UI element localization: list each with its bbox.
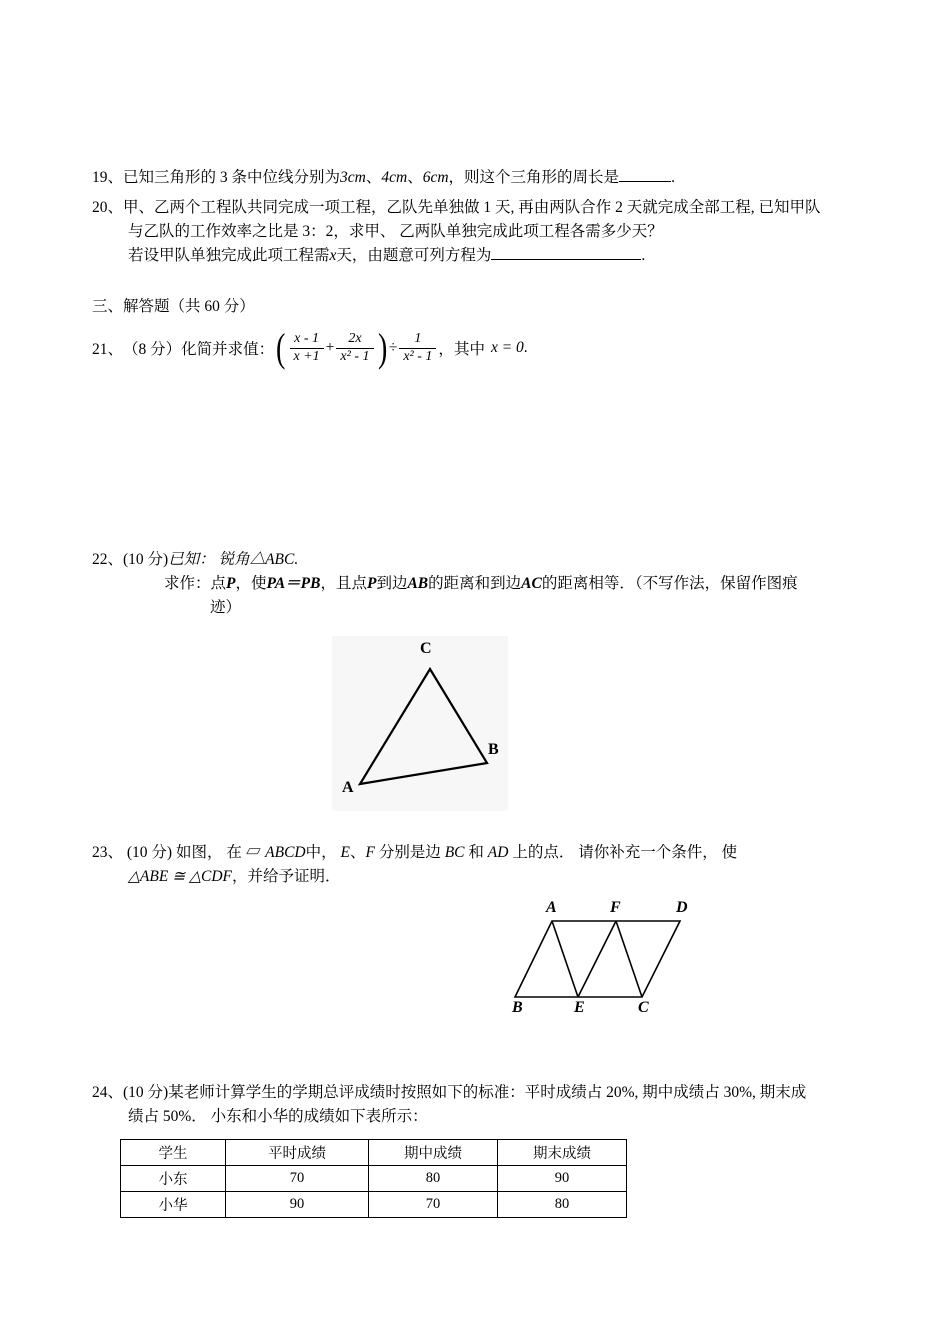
q23-tri-cdf: △CDF xyxy=(189,868,232,886)
answer-space-21c xyxy=(92,486,862,548)
cell-midterm-score: 70 xyxy=(369,1192,498,1218)
q19-sep-1: 、 xyxy=(365,169,382,186)
label-c: C xyxy=(638,999,649,1017)
q22-segment-ac: AC xyxy=(521,575,542,593)
q23-point-e: E xyxy=(340,844,350,862)
q22-number: 22、 xyxy=(92,551,124,569)
q19-value-3: 6cm xyxy=(422,169,449,186)
header-student: 学生 xyxy=(121,1140,226,1166)
q20-line-3 xyxy=(128,244,862,268)
q21-number: 21、 xyxy=(92,341,124,359)
cell-student-name: 小东 xyxy=(121,1166,226,1192)
header-midterm-score: 期中成绩 xyxy=(369,1140,498,1166)
q19-period: . xyxy=(671,169,675,186)
q23-t6: 和 xyxy=(468,844,484,862)
cell-usual-score: 90 xyxy=(226,1192,369,1218)
q19-text-b: ，则这个三角形的周长是 xyxy=(448,169,620,186)
q19-answer-blank[interactable] xyxy=(619,181,671,182)
triangle-figure-abc xyxy=(332,636,508,811)
divide-sign: ÷ xyxy=(388,339,398,357)
q20-period: . xyxy=(641,247,646,265)
label-a: A xyxy=(342,779,354,797)
q22-segment-ab: AB xyxy=(407,575,429,593)
q22-text: 已知： 锐角△ABC. xyxy=(168,551,299,569)
q20-var-x: x xyxy=(329,247,337,265)
q22-l2-d: 到边 xyxy=(376,575,408,593)
question-19 xyxy=(92,166,862,190)
q23-abcd: ABCD xyxy=(265,844,306,862)
q19-number: 19、 xyxy=(92,169,124,186)
q23-score: (10 分) xyxy=(126,844,173,862)
q23-t4: 、 xyxy=(349,844,366,862)
fraction-2-numerator: 2x xyxy=(336,331,373,348)
gap-after-parallelogram xyxy=(92,1029,862,1081)
cell-usual-score: 70 xyxy=(226,1166,369,1192)
table-header-row xyxy=(121,1140,627,1166)
question-21 xyxy=(92,325,862,371)
q22-score: (10 分) xyxy=(123,551,169,569)
q22-line-2 xyxy=(164,572,862,596)
label-b: B xyxy=(512,999,523,1017)
q23-t9: 使 xyxy=(721,844,738,862)
q19-value-2: 4cm xyxy=(381,169,408,186)
q20-line3-b: 天，由题意可列方程为 xyxy=(336,247,492,265)
q23-l2-c: ，并给予证明． xyxy=(231,868,341,886)
header-usual-score: 平时成绩 xyxy=(226,1140,369,1166)
fraction-2-denominator: x² - 1 xyxy=(340,348,370,364)
section-heading-3: 三、解答题（共 60 分） xyxy=(92,298,255,316)
q23-t1: 如图， xyxy=(175,844,223,862)
q23-t2: 在 xyxy=(226,844,242,862)
label-d: D xyxy=(676,899,688,917)
q22-l2-a: 求作：点 xyxy=(164,575,227,593)
label-b: B xyxy=(488,741,499,759)
q22-point-p2: P xyxy=(366,575,377,593)
q24-number: 24、 xyxy=(92,1084,124,1102)
q21-text: 化简并求值： xyxy=(181,341,275,359)
q22-l2-c: ，且点 xyxy=(320,575,367,593)
q21-condition: x = 0 xyxy=(490,339,524,357)
label-f: F xyxy=(610,899,621,917)
plus-sign: + xyxy=(325,339,335,357)
q23-segment-bc: BC xyxy=(444,844,465,862)
q23-t5: 分别是边 xyxy=(378,844,441,862)
triangle-svg xyxy=(332,636,508,811)
label-c: C xyxy=(420,640,432,658)
q22-l2-b: ，使 xyxy=(235,575,267,593)
right-paren: ) xyxy=(377,325,387,371)
label-e: E xyxy=(574,999,585,1017)
fraction-1-numerator: x - 1 xyxy=(290,331,324,348)
fraction-3 xyxy=(399,331,436,364)
cell-midterm-score: 80 xyxy=(369,1166,498,1192)
grades-table xyxy=(120,1139,627,1218)
q23-point-f: F xyxy=(365,844,375,862)
q20-answer-blank[interactable] xyxy=(491,259,641,260)
q23-line-2 xyxy=(128,865,862,889)
q21-score: （8 分） xyxy=(123,341,182,359)
table-row xyxy=(121,1166,627,1192)
q22-l2-e: 的距离和到边 xyxy=(428,575,522,593)
q24-score: (10 分) xyxy=(123,1084,169,1102)
question-20 xyxy=(92,196,862,268)
q24-line-2: 绩占 50%． 小东和小华的成绩如下表所示： xyxy=(128,1108,428,1126)
q21-comma: ， xyxy=(438,341,454,359)
q22-point-p1: P xyxy=(226,575,236,593)
q21-mid-text: 其中 xyxy=(453,341,485,359)
fraction-1 xyxy=(290,331,324,364)
fraction-2 xyxy=(336,331,373,364)
q21-period: . xyxy=(523,339,528,357)
q23-t8: 请你补充一个条件， xyxy=(578,844,718,862)
parallelogram-svg xyxy=(512,899,712,1029)
question-24 xyxy=(92,1081,862,1129)
q22-pa-pb: PA＝PB xyxy=(266,575,321,593)
q23-tri-abe: △ABE ≅ xyxy=(128,868,186,886)
q19-sep-2: 、 xyxy=(407,169,423,186)
cell-final-score: 90 xyxy=(498,1166,627,1192)
answer-space-21 xyxy=(92,366,862,426)
parallelogram-symbol: ▱ xyxy=(245,844,262,862)
left-paren: ( xyxy=(276,325,286,371)
cell-final-score: 80 xyxy=(498,1192,627,1218)
q23-segment-ad: AD xyxy=(487,844,509,862)
q20-line-2: 与乙队的工作效率之比是 3：2，求甲、 乙两队单独完成此项工程各需多少天？ xyxy=(128,223,663,241)
q23-number: 23、 xyxy=(92,844,124,862)
q23-t7: 上的点． xyxy=(512,844,575,862)
q24-line-1: 某老师计算学生的学期总评成绩时按照如下的标准：平时成绩占 20%, 期中成绩占 30%, 期末成 xyxy=(168,1084,807,1102)
q19-text-a: 已知三角形的 3 条中位线分别为 xyxy=(123,169,341,186)
fraction-3-denominator: x² - 1 xyxy=(403,348,433,364)
q20-number: 20、 xyxy=(92,199,124,217)
question-23 xyxy=(92,841,862,889)
label-a: A xyxy=(546,899,557,917)
answer-space-21b xyxy=(92,426,862,486)
cell-student-name: 小华 xyxy=(121,1192,226,1218)
q23-t3: 中， xyxy=(305,844,337,862)
question-22 xyxy=(92,548,862,620)
q22-line-3: 迹） xyxy=(210,599,242,617)
q22-l2-f: 的距离相等．（不写作法，保留作图痕 xyxy=(541,575,798,593)
q20-line3-a: 若设甲队单独完成此项工程需 xyxy=(128,247,330,265)
q21-expression xyxy=(274,325,438,371)
page-content xyxy=(92,166,862,1218)
q20-line-1: 甲、乙两个工程队共同完成一项工程，乙队先单独做 1 天, 再由两队合作 2 天就完成全部工程, 已知甲队 xyxy=(123,199,821,217)
header-final-score: 期末成绩 xyxy=(498,1140,627,1166)
fraction-3-numerator: 1 xyxy=(399,331,436,348)
gap-after-triangle xyxy=(92,811,862,841)
parallelogram-figure-abcd xyxy=(512,899,712,1029)
q19-value-1: 3cm xyxy=(340,169,366,186)
fraction-1-denominator: x +1 xyxy=(293,348,320,364)
table-row xyxy=(121,1192,627,1218)
